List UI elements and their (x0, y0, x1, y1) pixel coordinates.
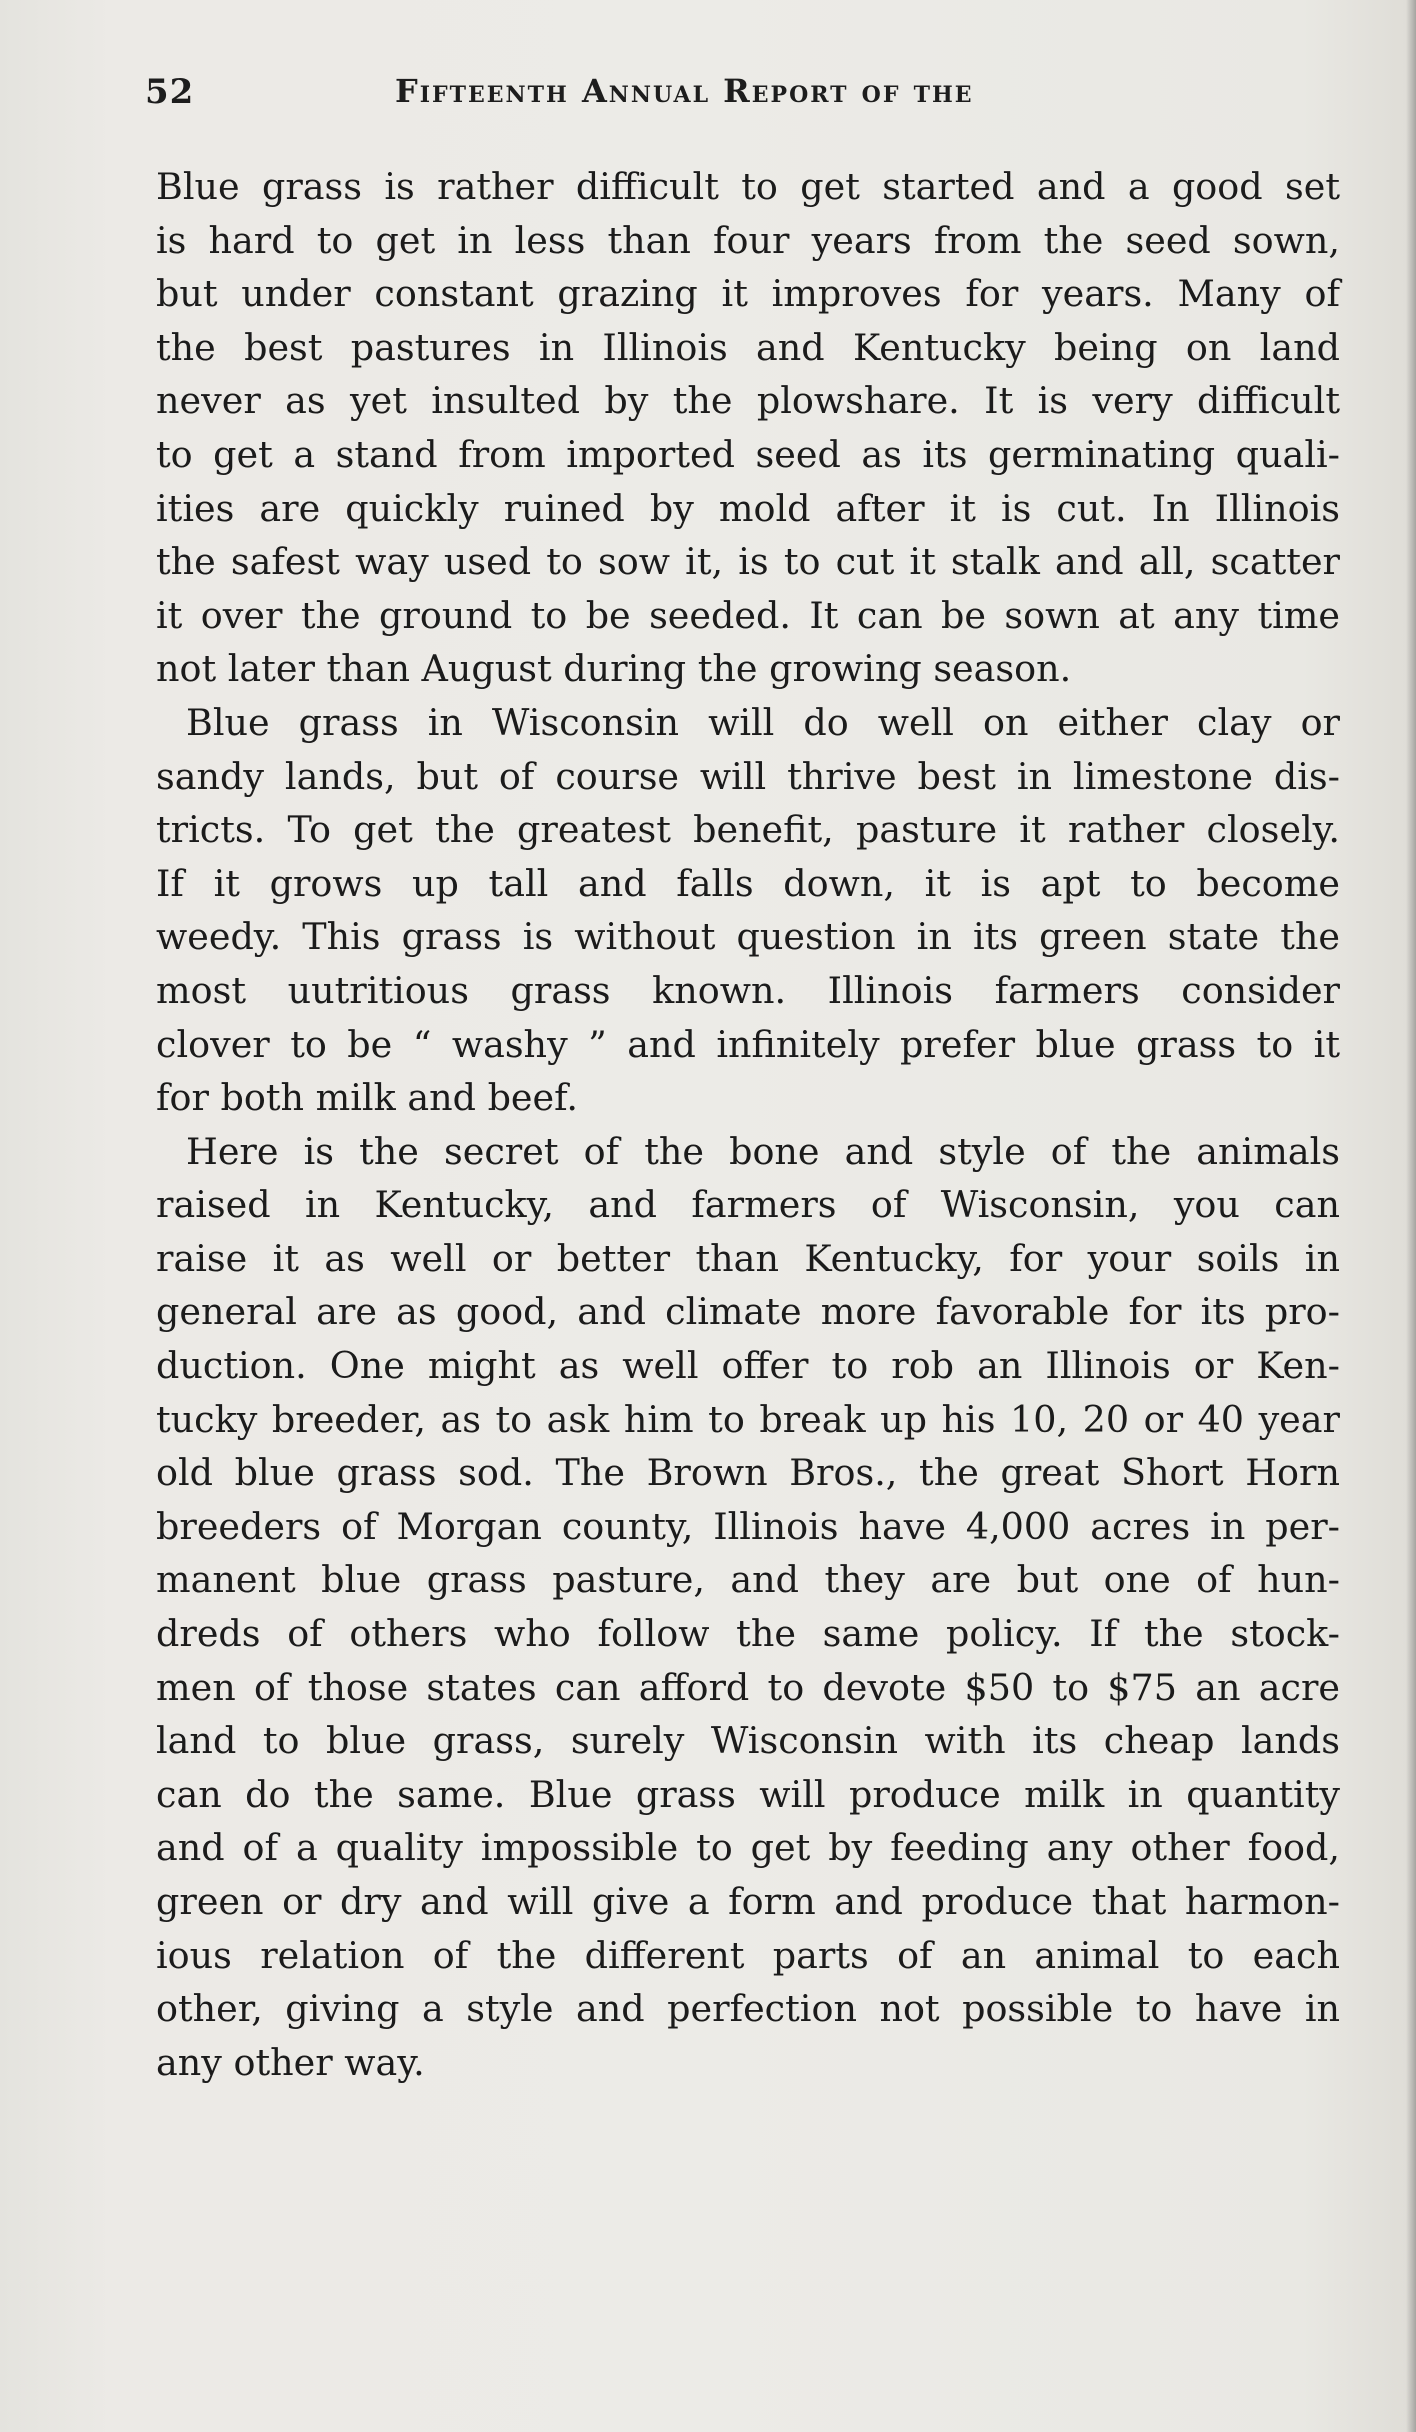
paragraph-2-line: Blue grass in Wisconsin will do well on either clay or (186, 700, 1340, 744)
paragraph-3-line: land to blue grass, surely Wisconsin with its cheap lands (156, 1719, 1340, 1763)
paragraph-3-line: breeders of Morgan county, Illinois have 4,000 acres in per- (156, 1504, 1340, 1548)
paragraph-1-line: the best pastures in Illinois and Kentucky being on land (156, 325, 1340, 369)
paragraph-1-line: to get a stand from imported seed as its germinating quali- (156, 432, 1340, 476)
paragraph-2-line: tricts. To get the greatest benefit, pasture it rather closely. (156, 808, 1340, 852)
paragraph-3-line: raised in Kentucky, and farmers of Wisconsin, you can (156, 1183, 1340, 1227)
paragraph-3-line: green or dry and will give a form and produce that harmon- (156, 1880, 1340, 1923)
paragraph-3-line: Here is the secret of the bone and style of the animals (186, 1129, 1340, 1173)
paragraph-1-line: the safest way used to sow it, is to cut it stalk and all, scatter (156, 540, 1340, 584)
paragraph-3-line: old blue grass sod. The Brown Bros., the great Short Horn (156, 1451, 1340, 1495)
paragraph-3-line: men of those states can afford to devote $50 to $75 an acre (156, 1665, 1340, 1709)
running-head: Fifteenth Annual Report of the (395, 72, 974, 110)
page-header (145, 72, 1335, 132)
paragraph-1-line: Blue grass is rather difficult to get started and a good set (156, 165, 1340, 208)
page-edge-shadow (1406, 0, 1416, 2432)
paragraph-2-line: for both milk and beef. (156, 1076, 578, 1120)
paragraph-1-line: but under constant grazing it improves for years. Many of (156, 272, 1340, 316)
paragraph-3-line: general are as good, and climate more favorable for its pro- (156, 1290, 1340, 1334)
paragraph-3-line: other, giving a style and perfection not possible to have in (156, 1987, 1340, 2031)
paragraph-3-line: ious relation of the different parts of an animal to each (156, 1933, 1340, 1977)
paragraph-1-line: is hard to get in less than four years from the seed sown, (156, 218, 1340, 262)
paragraph-1-line: not later than August during the growing season. (156, 647, 1072, 691)
paragraph-2-line: If it grows up tall and falls down, it is apt to become (156, 861, 1340, 905)
paragraph-2-line: clover to be “ washy ” and infinitely prefer blue grass to it (156, 1022, 1340, 1066)
page-number: 52 (145, 72, 195, 112)
paragraph-3-line: duction. One might as well offer to rob an Illinois or Ken- (156, 1344, 1340, 1388)
paragraph-3-line: and of a quality impossible to get by feeding any other food, (156, 1826, 1340, 1870)
paragraph-2-line: most uutritious grass known. Illinois farmers consider (156, 968, 1340, 1012)
paragraph-3-line: can do the same. Blue grass will produce milk in quantity (156, 1772, 1340, 1816)
body-text (156, 160, 1340, 2089)
paragraph-1-line: ities are quickly ruined by mold after it is cut. In Illinois (156, 486, 1340, 530)
paragraph-1-line: never as yet insulted by the plowshare. It is very difficult (156, 379, 1340, 423)
paragraph-1-line: it over the ground to be seeded. It can be sown at any time (156, 593, 1340, 637)
paragraph-2-line: weedy. This grass is without question in its green state the (156, 915, 1340, 959)
paragraph-3-line: manent blue grass pasture, and they are but one of hun- (156, 1558, 1340, 1602)
paragraph-3-line: any other way. (156, 2040, 425, 2084)
paragraph-3-line: tucky breeder, as to ask him to break up his 10, 20 or 40 year (156, 1397, 1340, 1441)
paragraph-2-line: sandy lands, but of course will thrive best in limestone dis- (156, 754, 1340, 798)
paragraph-3-line: raise it as well or better than Kentucky, for your soils in (156, 1236, 1340, 1280)
paragraph-3-line: dreds of others who follow the same policy. If the stock- (156, 1612, 1340, 1656)
